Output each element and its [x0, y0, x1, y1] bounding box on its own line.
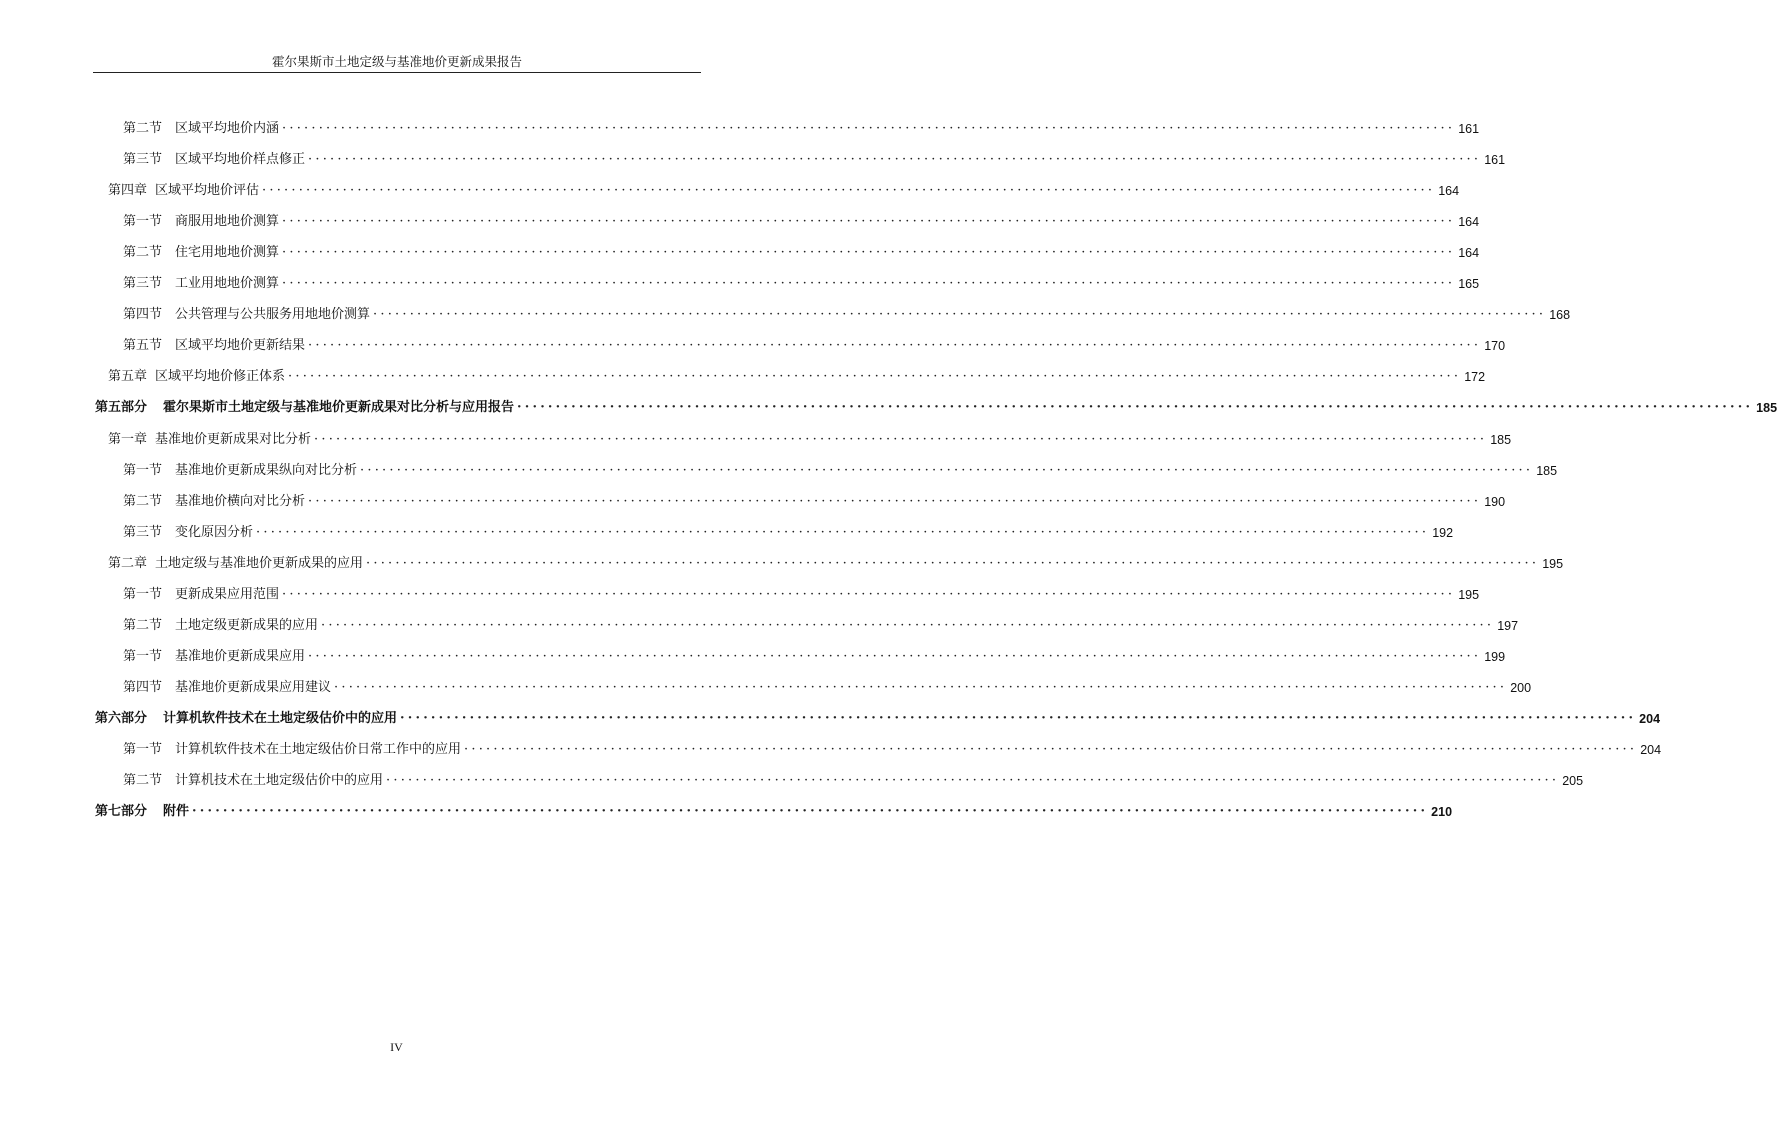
toc-entry-text: 土地定级更新成果的应用: [175, 618, 319, 633]
toc-entry-text: 变化原因分析: [175, 525, 254, 540]
toc-entry-label: 第一节: [123, 463, 163, 478]
toc-entry-page: 185: [1756, 401, 1777, 415]
dot-leader: ································································································································································: [308, 338, 1482, 353]
toc-entry-section[interactable]: [123, 240, 1480, 262]
toc-entry-text: 土地定级与基准地价更新成果的应用: [155, 556, 364, 571]
dot-leader: ································································································································································: [373, 307, 1547, 322]
toc-entry-section[interactable]: [123, 271, 1480, 293]
toc-entry-title: [108, 555, 363, 573]
toc-entry-title: [108, 182, 259, 200]
toc-entry-title: [123, 244, 279, 262]
toc-entry-page: 195: [1542, 557, 1564, 571]
toc-entry-title: [123, 586, 279, 604]
toc-entry-section[interactable]: [123, 302, 1571, 324]
toc-entry-label: 第一章: [108, 432, 148, 447]
toc-entry-section[interactable]: [123, 737, 1662, 759]
toc-entry-part[interactable]: [95, 799, 1453, 821]
toc-entry-text: 区域平均地价样点修正: [175, 152, 306, 167]
toc-entry-label: 第四节: [123, 307, 163, 322]
toc-entry-label: 第二节: [123, 494, 163, 509]
toc-entry-label: 第一节: [123, 649, 163, 664]
toc-entry-page: 164: [1438, 184, 1460, 198]
dot-leader: ································································································································································: [517, 400, 1754, 415]
toc-entry-title: [123, 493, 305, 511]
toc-entry-text: 附件: [163, 804, 190, 819]
toc-entry-text: 计算机软件技术在土地定级估价中的应用: [163, 711, 398, 726]
dot-leader: ································································································································································: [366, 556, 1540, 571]
toc-entry-title: [123, 524, 253, 542]
toc-entry-page: 197: [1497, 619, 1519, 633]
toc-entry-section[interactable]: [123, 147, 1506, 169]
toc-entry-section[interactable]: [123, 675, 1532, 697]
dot-leader: ································································································································································: [262, 183, 1436, 198]
toc-entry-title: [95, 803, 189, 821]
toc-entry-text: 基准地价更新成果应用: [175, 649, 306, 664]
toc-entry-page: 195: [1458, 588, 1480, 602]
toc-entry-label: 第二章: [108, 556, 148, 571]
toc-entry-text: 工业用地地价测算: [175, 276, 280, 291]
toc-entry-page: 210: [1431, 805, 1453, 819]
toc-entry-chapter[interactable]: [108, 427, 1512, 449]
toc-entry-label: 第二节: [123, 618, 163, 633]
toc-entry-page: 185: [1490, 433, 1512, 447]
toc-entry-part[interactable]: [95, 706, 1661, 728]
toc-entry-label: 第三节: [123, 276, 163, 291]
toc-entry-label: 第一节: [123, 587, 163, 602]
toc-entry-label: 第一节: [123, 742, 163, 757]
toc-entry-label: 第四节: [123, 680, 163, 695]
dot-leader: ································································································································································: [321, 618, 1495, 633]
toc-entry-label: 第二节: [123, 121, 163, 136]
toc-entry-chapter[interactable]: [108, 551, 1564, 573]
toc-entry-title: [108, 368, 285, 386]
toc-entry-label: 第五章: [108, 369, 148, 384]
running-header: 霍尔果斯市土地定级与基准地价更新成果报告: [271, 54, 522, 69]
dot-leader: ································································································································································: [360, 463, 1534, 478]
dot-leader: ································································································································································: [192, 804, 1429, 819]
toc-entry-title: [108, 431, 311, 449]
toc-entry-text: 区域平均地价内涵: [175, 121, 280, 136]
toc-entry-page: 168: [1549, 308, 1571, 322]
toc-entry-page: 190: [1484, 495, 1506, 509]
toc-entry-page: 200: [1510, 681, 1532, 695]
dot-leader: ································································································································································: [308, 152, 1482, 167]
toc-entry-section[interactable]: [123, 333, 1506, 355]
toc-entry-page: 185: [1536, 464, 1558, 478]
toc-entry-page: 199: [1484, 650, 1506, 664]
toc-entry-section[interactable]: [123, 209, 1480, 231]
toc-entry-section[interactable]: [123, 520, 1454, 542]
dot-leader: ································································································································································: [282, 587, 1456, 602]
toc-entry-text: 计算机软件技术在土地定级估价日常工作中的应用: [175, 742, 462, 757]
toc-entry-page: 161: [1484, 153, 1506, 167]
toc-entry-title: [123, 151, 305, 169]
toc-entry-page: 161: [1458, 122, 1480, 136]
toc-entry-label: 第三节: [123, 152, 163, 167]
toc-entry-text: 区域平均地价更新结果: [175, 338, 306, 353]
toc-entry-page: 172: [1464, 370, 1486, 384]
toc-entry-section[interactable]: [123, 116, 1480, 138]
toc-entry-title: [123, 120, 279, 138]
dot-leader: ································································································································································: [282, 276, 1456, 291]
dot-leader: ································································································································································: [256, 525, 1430, 540]
dot-leader: ································································································································································: [308, 649, 1482, 664]
toc-entry-label: 第二节: [123, 773, 163, 788]
toc-entry-text: 霍尔果斯市土地定级与基准地价更新成果对比分析与应用报告: [163, 400, 515, 415]
toc-entry-text: 基准地价更新成果对比分析: [155, 432, 312, 447]
toc-entry-title: [95, 710, 397, 728]
dot-leader: ································································································································································: [282, 245, 1456, 260]
toc-entry-label: 第七部分: [95, 804, 148, 819]
toc-entry-label: 第六部分: [95, 711, 148, 726]
toc-entry-title: [123, 213, 279, 231]
toc-entry-page: 164: [1458, 215, 1480, 229]
toc-entry-section[interactable]: [123, 489, 1506, 511]
toc-entry-text: 基准地价更新成果应用建议: [175, 680, 332, 695]
toc-entry-section[interactable]: [123, 768, 1584, 790]
toc-entry-section[interactable]: [123, 458, 1558, 480]
toc-entry-page: 170: [1484, 339, 1506, 353]
toc-entry-text: 基准地价更新成果纵向对比分析: [175, 463, 358, 478]
dot-leader: ································································································································································: [308, 494, 1482, 509]
toc-entry-title: [123, 462, 357, 480]
toc-entry-title: [123, 741, 461, 759]
dot-leader: ································································································································································: [282, 214, 1456, 229]
toc-entry-chapter[interactable]: [108, 364, 1486, 386]
toc-entry-text: 基准地价横向对比分析: [175, 494, 306, 509]
toc-entry-title: [123, 648, 305, 666]
toc-entry-title: [123, 617, 318, 635]
page-number: IV: [390, 1040, 403, 1054]
toc-entry-page: 205: [1562, 774, 1584, 788]
toc-entry-title: [123, 679, 331, 697]
toc-entry-text: 区域平均地价修正体系: [155, 369, 286, 384]
toc-entry-text: 住宅用地地价测算: [175, 245, 280, 260]
toc-entry-text: 商服用地地价测算: [175, 214, 280, 229]
toc-entry-section[interactable]: [123, 582, 1480, 604]
toc-entry-label: 第五节: [123, 338, 163, 353]
toc-entry-page: 192: [1432, 526, 1454, 540]
toc-entry-page: 204: [1640, 743, 1662, 757]
toc-entry-label: 第一节: [123, 214, 163, 229]
toc-entry-text: 公共管理与公共服务用地地价测算: [175, 307, 371, 322]
toc-entry-page: 164: [1458, 246, 1480, 260]
dot-leader: ································································································································································: [288, 369, 1462, 384]
toc-entry-title: [123, 772, 383, 790]
toc-entry-section[interactable]: [123, 613, 1519, 635]
toc-entry-title: [95, 399, 514, 417]
toc-entry-text: 计算机技术在土地定级估价中的应用: [175, 773, 384, 788]
toc-entry-title: [123, 306, 370, 324]
toc-entry-label: 第三节: [123, 525, 163, 540]
toc-entry-text: 区域平均地价评估: [155, 183, 260, 198]
toc-entry-page: 165: [1458, 277, 1480, 291]
dot-leader: ································································································································································: [282, 121, 1456, 136]
toc-entry-chapter[interactable]: [108, 178, 1460, 200]
dot-leader: ································································································································································: [334, 680, 1508, 695]
toc-entry-label: 第四章: [108, 183, 148, 198]
toc-entry-part[interactable]: [95, 395, 1777, 417]
toc-entry-label: 第五部分: [95, 400, 148, 415]
toc-entry-title: [123, 275, 279, 293]
dot-leader: ································································································································································: [464, 742, 1638, 757]
toc-entry-text: 更新成果应用范围: [175, 587, 280, 602]
toc-entry-section[interactable]: [123, 644, 1506, 666]
dot-leader: ································································································································································: [314, 432, 1488, 447]
toc-entry-page: 204: [1639, 712, 1661, 726]
dot-leader: ································································································································································: [386, 773, 1560, 788]
dot-leader: ································································································································································: [400, 711, 1637, 726]
toc-entry-title: [123, 337, 305, 355]
toc-entry-label: 第二节: [123, 245, 163, 260]
